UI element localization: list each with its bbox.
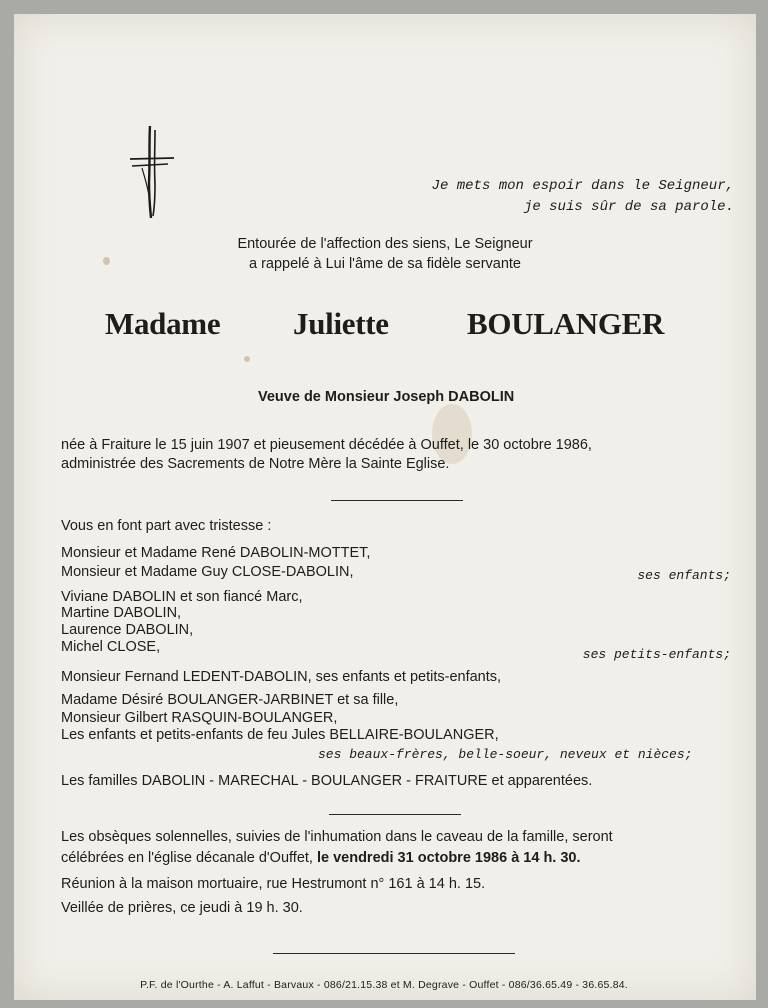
- in-laws-role: ses beaux-frères, belle-soeur, neveux et nièces;: [318, 747, 693, 762]
- in-law-line: Monsieur Gilbert RASQUIN-BOULANGER,: [61, 710, 338, 726]
- scripture-quote: [432, 176, 734, 218]
- quote-line: je suis sûr de sa parole.: [523, 199, 734, 215]
- name-title: Madame: [105, 306, 221, 341]
- name-last: BOULANGER: [467, 306, 665, 341]
- vigil-line: Veillée de prières, ce jeudi à 19 h. 30.: [61, 900, 303, 916]
- funeral-date: le vendredi 31 octobre 1986 à 14 h. 30.: [316, 850, 581, 866]
- divider: [331, 500, 463, 501]
- children-role: ses enfants;: [637, 568, 731, 583]
- birth-death-line: administrée des Sacrements de Notre Mère la Sainte Eglise.: [61, 456, 450, 472]
- child-line: Monsieur et Madame Guy CLOSE-DABOLIN,: [61, 564, 354, 580]
- grandchild-line: Viviane DABOLIN et son fiancé Marc,: [61, 589, 303, 605]
- ledent-line: Monsieur Fernand LEDENT-DABOLIN, ses enfants et petits-enfants,: [61, 669, 502, 685]
- grandchild-line: Martine DABOLIN,: [61, 605, 182, 621]
- funeral-line: [61, 850, 581, 866]
- intro-text: [150, 234, 620, 274]
- funeral-home-footer: P.F. de l'Ourthe - A. Laffut - Barvaux - 086/21.15.38 et M. Degrave - Ouffet - 086/36.65.49 - 36.65.84.: [140, 979, 628, 991]
- cross-icon: [128, 122, 176, 220]
- paper-stain: [103, 257, 110, 265]
- in-law-line: Madame Désiré BOULANGER-JARBINET et sa fille,: [61, 692, 399, 708]
- quote-line: Je mets mon espoir dans le Seigneur,: [431, 178, 734, 194]
- in-law-line: Les enfants et petits-enfants de feu Jules BELLAIRE-BOULANGER,: [61, 727, 499, 743]
- announce-text: Vous en font part avec tristesse :: [61, 518, 272, 534]
- intro-line: a rappelé à Lui l'âme de sa fidèle servante: [249, 256, 521, 272]
- grandchild-line: Laurence DABOLIN,: [61, 622, 194, 638]
- grandchild-line: Michel CLOSE,: [61, 639, 161, 655]
- funeral-place: célébrées en l'église décanale d'Ouffet,: [61, 850, 313, 866]
- child-line: Monsieur et Madame René DABOLIN-MOTTET,: [61, 545, 371, 561]
- paper-stain: [244, 356, 250, 362]
- intro-line: Entourée de l'affection des siens, Le Seigneur: [237, 236, 533, 252]
- divider: [273, 953, 515, 954]
- birth-death-line: née à Fraiture le 15 juin 1907 et pieusement décédée à Ouffet, le 30 octobre 1986,: [61, 437, 592, 453]
- funeral-line: Les obsèques solennelles, suivies de l'inhumation dans le caveau de la famille, seront: [61, 829, 613, 845]
- divider: [329, 814, 461, 815]
- families-line: Les familles DABOLIN - MARECHAL - BOULANGER - FRAITURE et apparentées.: [61, 773, 593, 789]
- widow-of: Veuve de Monsieur Joseph DABOLIN: [258, 389, 515, 405]
- grandchildren-role: ses petits-enfants;: [582, 647, 731, 662]
- name-first: Juliette: [293, 306, 389, 341]
- meeting-line: Réunion à la maison mortuaire, rue Hestrumont n° 161 à 14 h. 15.: [61, 876, 486, 892]
- birth-death-text: [61, 436, 741, 474]
